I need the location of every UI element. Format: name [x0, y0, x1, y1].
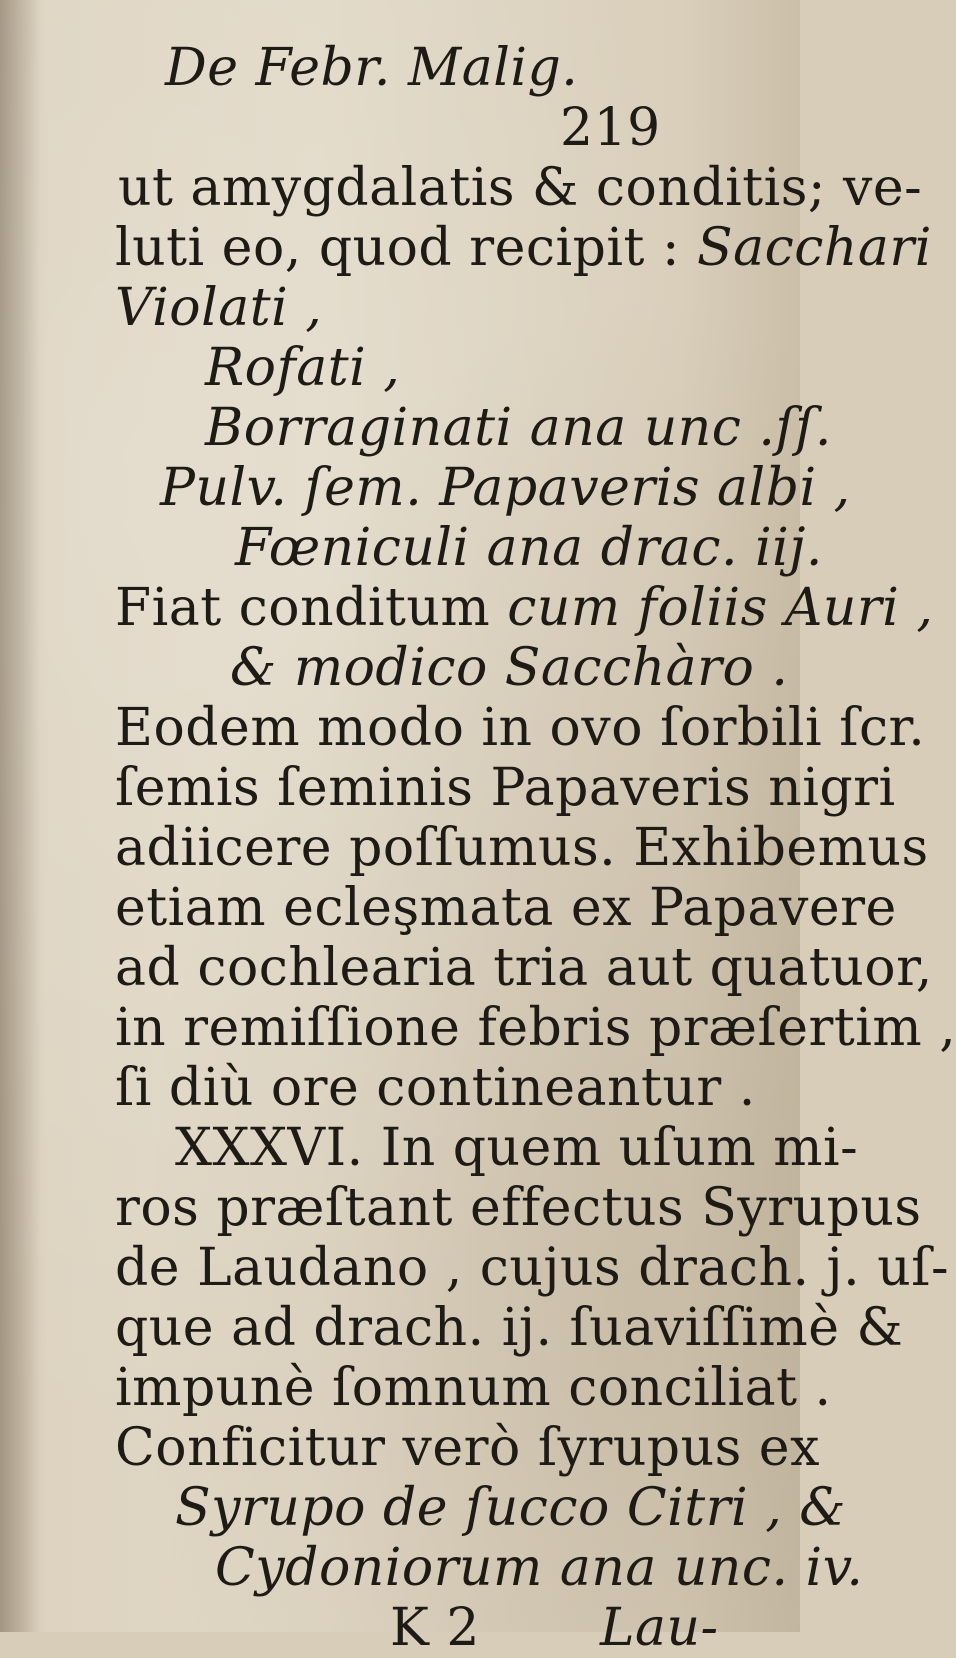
text-line-12: adiicere poſſumus. Exhibemus [115, 818, 929, 878]
text-line-5: Borraginati ana unc .ſſ. [205, 398, 832, 458]
text-line-2-roman: luti eo, quod recipit : [115, 218, 697, 278]
text-line-13: etiam ecleşmata ex Papavere [115, 878, 897, 938]
text-line-7: Fœniculi ana drac. iij. [235, 518, 823, 578]
text-line-2 [115, 218, 932, 278]
text-line-6: Pulv. ſem. Papaveris albi , [160, 458, 851, 518]
text-line-11: ſemis ſeminis Papaveris nigri [115, 758, 896, 818]
text-line-3: Violati , [115, 278, 323, 338]
text-line-21: impunè ſomnum conciliat . [115, 1358, 832, 1418]
text-line-4: Rofati , [205, 338, 401, 398]
text-line-8 [115, 578, 934, 638]
text-line-18: ros præſtant effectus Syrupus [115, 1178, 922, 1238]
page-edge-shadow [0, 0, 40, 1632]
section-heading-xxxvi: XXXVI. In quem uſum mi- [175, 1118, 859, 1178]
text-line-1: ut amygdalatis & conditis; ve- [118, 158, 923, 218]
text-line-14: ad cochlearia tria aut quatuor, [115, 938, 933, 998]
running-title: De Febr. Malig. [165, 38, 579, 98]
text-line-2-italic: Sacchari [697, 218, 932, 278]
text-line-20: que ad drach. ij. ſuaviſſimè & [115, 1298, 904, 1358]
text-line-23: Syrupo de ſucco Citri , & [175, 1478, 847, 1538]
text-line-10: Eodem modo in ovo ſorbili ſcr. [115, 698, 926, 758]
text-line-24: Cydoniorum ana unc. iv. [215, 1538, 864, 1598]
text-line-15: in remiſſione febris præſertim , [115, 998, 956, 1058]
catchword: Lau- [600, 1598, 719, 1658]
text-line-8-roman: Fiat conditum [115, 578, 508, 638]
signature-mark: K 2 [390, 1598, 480, 1658]
text-line-19: de Laudano , cujus drach. j. uſ- [115, 1238, 950, 1298]
text-line-9: & modico Sacchàro . [230, 638, 789, 698]
text-line-16: ſi diù ore contineantur . [115, 1058, 756, 1118]
text-line-22: Conficitur verò ſyrupus ex [115, 1418, 820, 1478]
text-line-8-italic: cum foliis Auri , [507, 578, 934, 638]
page-number: 219 [560, 98, 661, 158]
